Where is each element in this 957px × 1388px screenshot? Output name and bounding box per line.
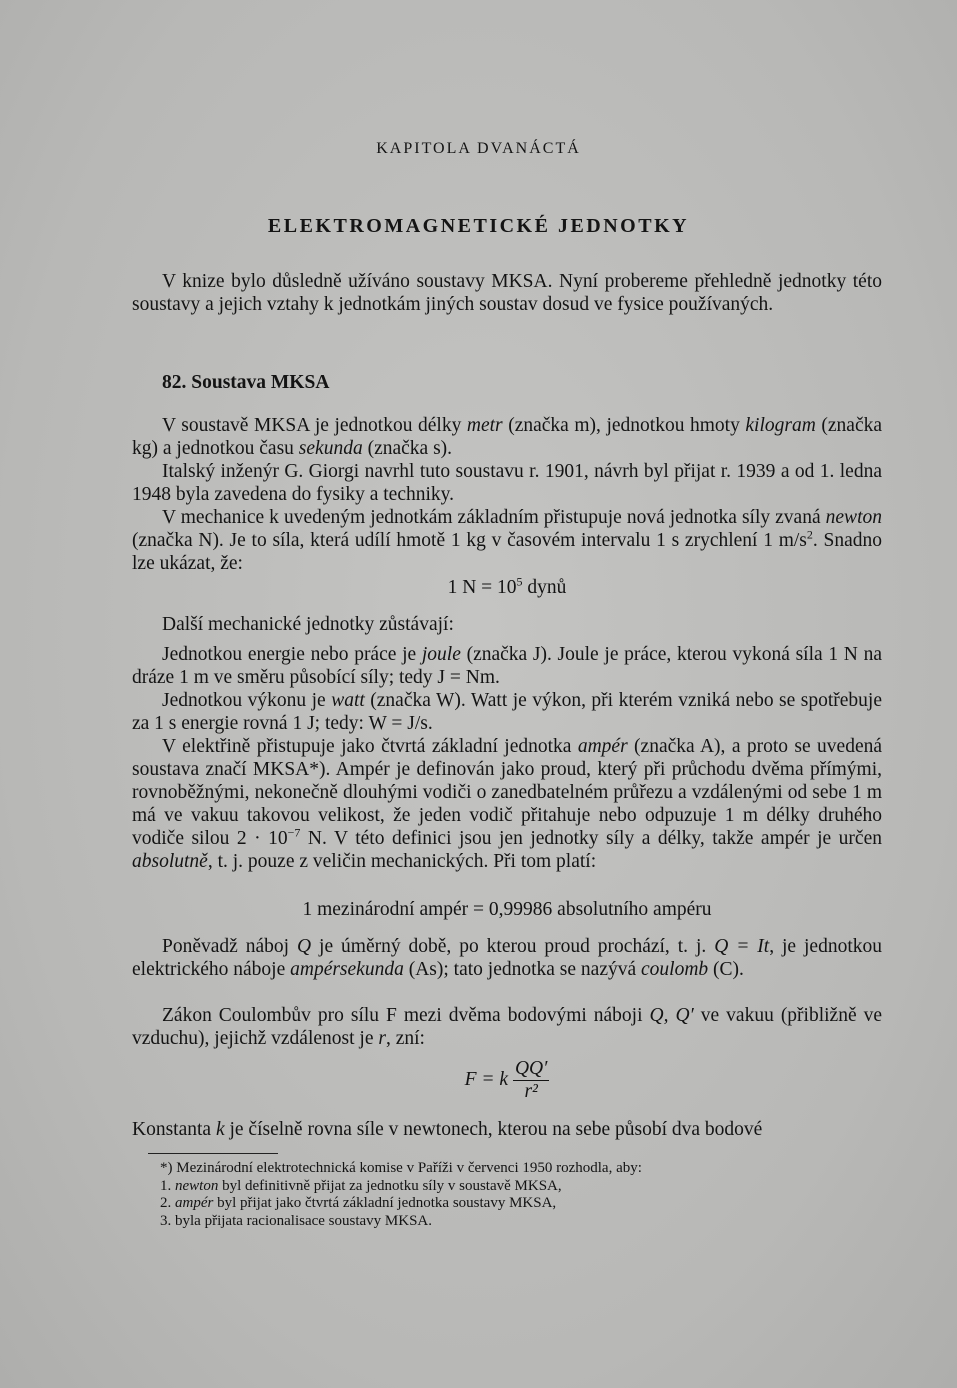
chapter-label: KAPITOLA DVANÁCTÁ xyxy=(376,140,581,157)
paragraph-coulomb-law: Zákon Coulombův pro sílu F mezi dvěma bodovými náboji Q, Q′ ve vakuu (přibližně ve vzduchu), jejichž vzdálenost je r, zní: xyxy=(132,1005,883,1049)
footnote-item-1: 1. newton byl definitivně přijat za jednotku síly v soustavě MKSA, xyxy=(160,1177,562,1194)
footnote-item-2: 2. ampér byl přijat jako čtvrtá základní jednotka soustavy MKSA, xyxy=(160,1195,557,1211)
footnote xyxy=(160,1160,880,1230)
paragraph-charge: Poněvadž náboj Q je úměrný době, po kterou proud prochází, t. j. Q = It, je jednotkou elektrického náboje ampérsekunda (As); tato jednotka se nazývá coulomb (C). xyxy=(132,936,882,980)
paragraph-newton: V mechanice k uvedeným jednotkám základním přistupuje nová jednotka síly zvaná newton (značka N). Je to síla, která udílí hmotě 1 kg v časovém intervalu 1 s zrychlení 1 $m/s^2$. Snadno lze ukázat, že: xyxy=(132,507,883,574)
intro-paragraph: V knize bylo důsledně užíváno soustavy MKSA. Nyní probereme přehledně jednotky této soustavy a jejich vztahy k jednotkám jiných soustav dosud ve fysice používaných. xyxy=(132,271,882,315)
paragraph-giorgi: Italský inženýr G. Giorgi navrhl tuto soustavu r. 1901, návrh byl přijat r. 1939 a od 1. ledna 1948 byla zavedena do fysiky a techniky. xyxy=(132,461,882,505)
equation-newton-dyne: 1 $N = 10^5$ dynů xyxy=(447,574,567,598)
paragraph-joule: Jednotkou energie nebo práce je joule (značka J). Joule je práce, kterou vykoná síla 1 N na dráze 1 m ve směru působící síly; tedy J = Nm. xyxy=(132,644,882,688)
equation-ampere: 1 mezinárodní ampér = 0,99986 absolutního ampéru xyxy=(302,899,712,920)
paragraph-units: V soustavě MKSA je jednotkou délky metr (značka m), jednotkou hmoty kilogram (značka kg) a jednotkou času sekunda (značka s). xyxy=(132,415,882,459)
paragraph-ampere: V elektřině přistupuje jako čtvrtá základní jednotka ampér (značka A), a proto se uvedená soustava značí MKSA*). Ampér je definován jako proud, který při průchodu dvěma přímými, rovnoběžnými, nekonečně dlouhými vodiči o zanedbatelném průřezu a vzdálenými od sebe 1 m má ve vakuu takovou velikost, že jeden vodič přitahuje nebo odpuzuje 1 m délky druhého vodiče silou $2 \cdot 10^{-7}$ N. V této definici jsou jen jednotky síly a délky, takže ampér je určen absolutně, t. j. pouze z veličin mechanických. Při tom platí: xyxy=(132,736,883,872)
footnote-rule xyxy=(148,1153,278,1154)
paragraph-watt: Jednotkou výkonu je watt (značka W). Watt je výkon, při kterém vzniká nebo se spotřebuje za 1 s energie rovná 1 J; tedy: W = J/s. xyxy=(132,690,883,734)
section-heading: 82. Soustava MKSA xyxy=(162,372,330,393)
footnote-item-3: 3. byla přijata racionalisace soustavy MKSA. xyxy=(160,1212,433,1229)
fraction: $\frac{QQ'}{\text{r²}}$ xyxy=(514,1058,548,1102)
paragraph-constant: Konstanta k je číselně rovna síle v newtonech, kterou na sebe působí dva bodové xyxy=(132,1119,763,1140)
equation-coulomb: F = k $\frac{QQ'}{\text{r²}}$ xyxy=(464,1058,548,1102)
paragraph-mechanical: Další mechanické jednotky zůstávají: xyxy=(162,614,454,635)
chapter-title: ELEKTROMAGNETICKÉ JEDNOTKY xyxy=(267,215,690,237)
footnote-head: *) Mezinárodní elektrotechnická komise v Paříži v červenci 1950 rozhodla, aby: xyxy=(160,1160,642,1176)
